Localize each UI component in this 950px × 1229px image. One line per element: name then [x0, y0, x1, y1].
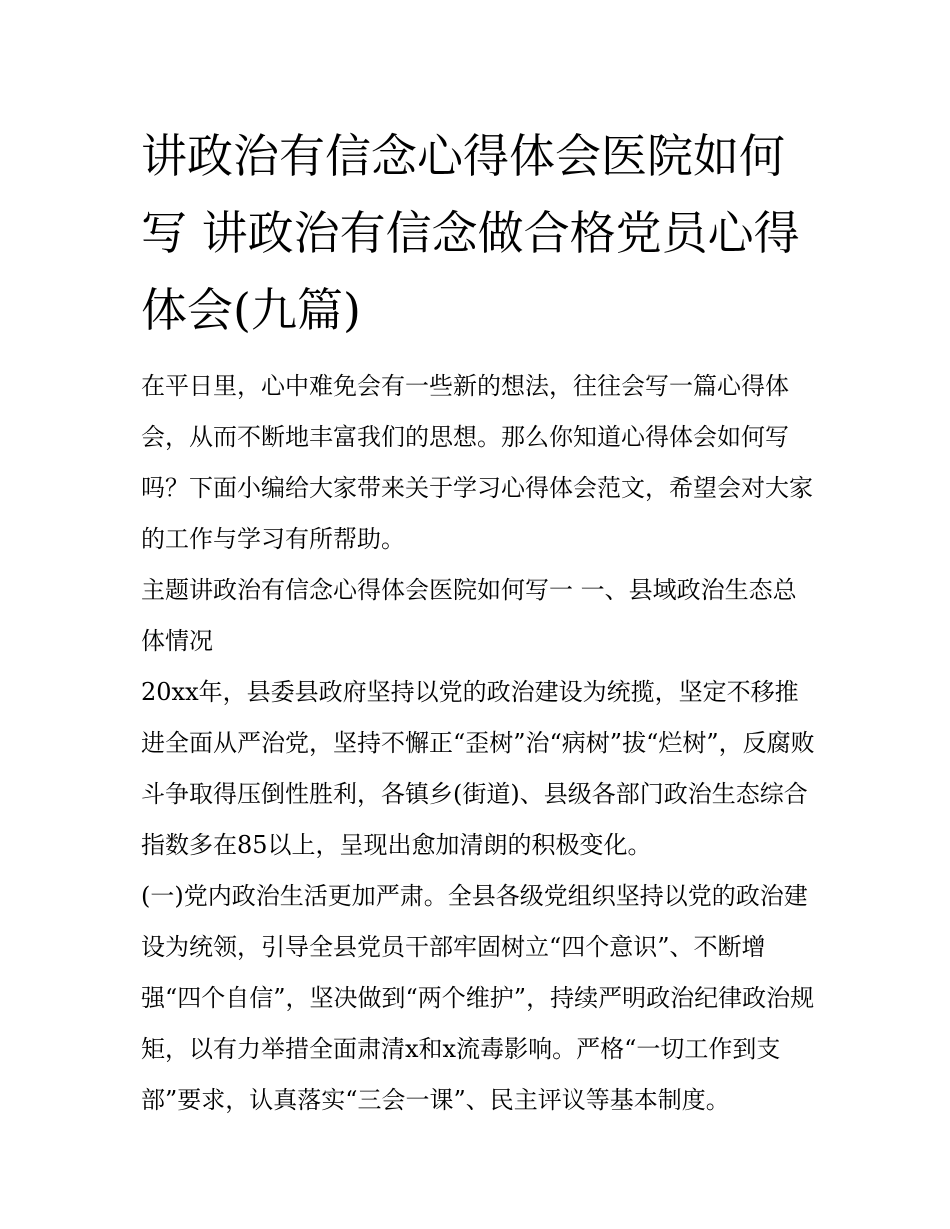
paragraph-section-heading: 主题讲政治有信念心得体会医院如何写一 一、县域政治生态总体情况: [141, 576, 797, 655]
paragraph-overview: 20xx年，县委县政府坚持以党的政治建设为统揽，坚定不移推进全面从严治党，坚持不懈正“歪树”治“病树”拔“烂树”，反腐败斗争取得压倒性胜利，各镇乡(街道)、县级各部门政治生态综合指数多在85以上，呈现出愈加清朗的积极变化。: [141, 678, 815, 859]
paragraph-party-life: (一)党内政治生活更加严肃。全县各级党组织坚持以党的政治建设为统领，引导全县党员干部牢固树立“四个意识”、不断增强“四个自信”，坚决做到“两个维护”，持续严明政治纪律政治规矩，以有力举措全面肃清x和x流毒影响。严格“一切工作到支部”要求，认真落实“三会一课”、民主评议等基本制度。: [141, 882, 815, 1114]
document-content: [141, 118, 816, 1126]
paragraph-intro: 在平日里，心中难免会有一些新的想法，往往会写一篇心得体会，从而不断地丰富我们的思想。那么你知道心得体会如何写吗？下面小编给大家带来关于学习心得体会范文，希望会对大家的工作与学习有所帮助。: [141, 372, 813, 553]
document-title: 讲政治有信念心得体会医院如何写 讲政治有信念做合格党员心得体会(九篇): [141, 129, 800, 337]
